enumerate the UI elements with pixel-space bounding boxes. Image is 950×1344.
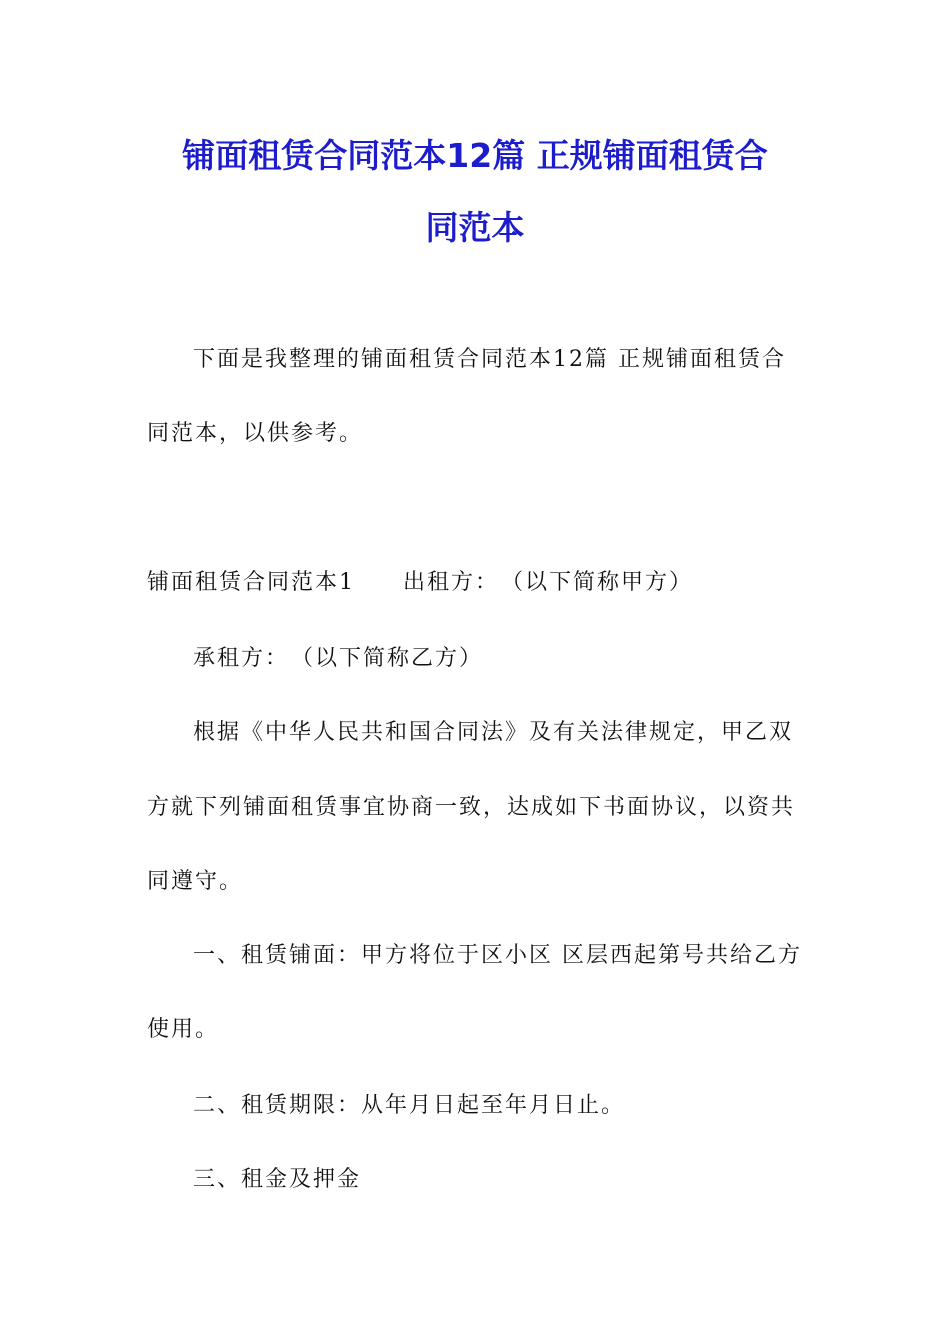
intro-line-2: 同范本，以供参考。 <box>147 421 364 446</box>
lessee-line: 承租方： （以下简称乙方） <box>193 646 484 671</box>
contract-heading-line: 铺面租赁合同范本1 出租方： （以下简称甲方） <box>147 570 693 595</box>
clause-1-line-2: 使用。 <box>147 1017 220 1042</box>
clause-1-line-1: 一、租赁铺面：甲方将位于区小区 区层西起第号共给乙方 <box>193 943 802 968</box>
basis-line-1: 根据《中华人民共和国合同法》及有关法律规定，甲乙双 <box>193 720 794 745</box>
document-title-line-2: 同范本 <box>425 208 525 247</box>
basis-line-2: 方就下列铺面租赁事宜协商一致，达成如下书面协议，以资共 <box>147 795 796 820</box>
clause-2-line: 二、租赁期限：从年月日起至年月日止。 <box>193 1093 626 1118</box>
document-title-line-1: 铺面租赁合同范本12篇 正规铺面租赁合 <box>182 136 768 175</box>
basis-line-3: 同遵守。 <box>147 869 244 894</box>
clause-3-heading: 三、租金及押金 <box>193 1167 362 1192</box>
intro-line-1: 下面是我整理的铺面租赁合同范本12篇 正规铺面租赁合 <box>193 347 786 372</box>
